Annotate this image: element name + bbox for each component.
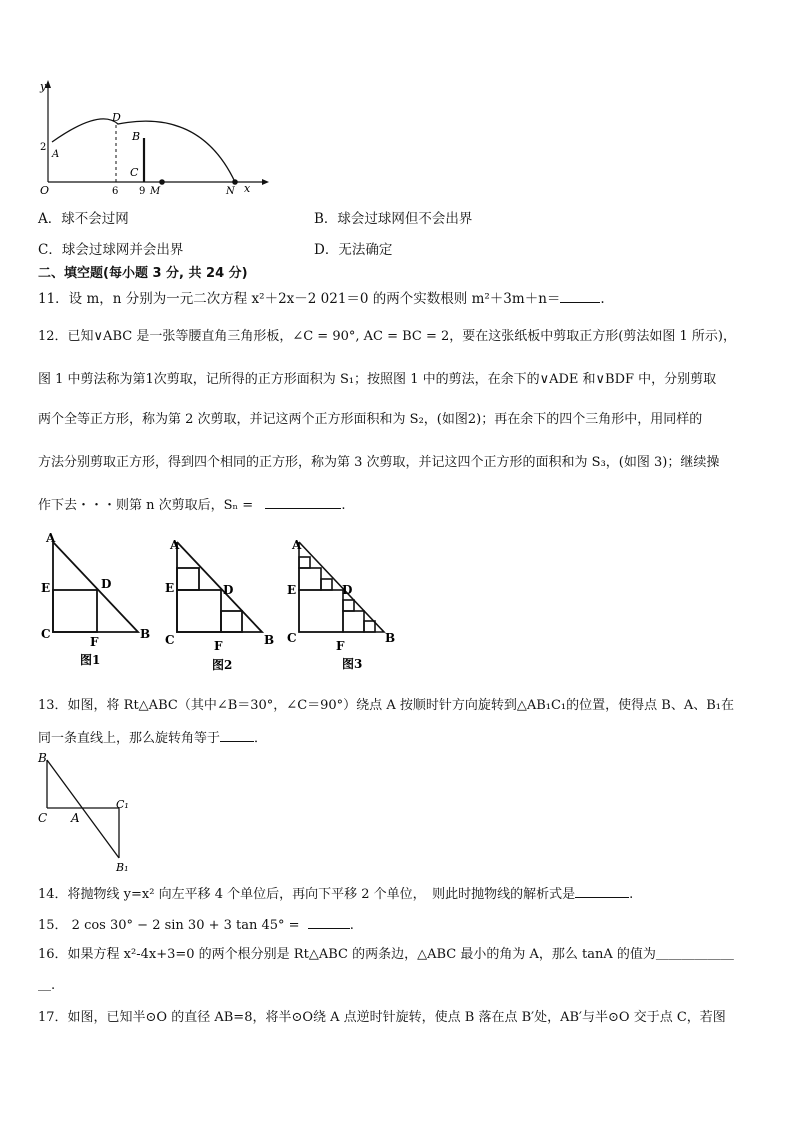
q16-line-2: ＿. — [38, 978, 56, 993]
label-c: C — [130, 166, 139, 179]
tick-6: 6 — [112, 186, 119, 197]
label-n: N — [226, 186, 235, 197]
label-b: B — [132, 130, 141, 143]
point-m — [159, 179, 165, 185]
fig3-caption: 图3 — [342, 657, 363, 671]
label-a: A — [52, 149, 60, 160]
q11-text: 11．设 m，n 分别为一元二次方程 x²＋2x－2 021＝0 的两个实数根则 m²＋3m＋n＝ — [38, 291, 561, 307]
q12-line-3: 两个全等正方形，称为第 2 次剪取，并记这两个正方形面积和为 S₂，(如图2)；再在余下的四个三角形中，用同样的 — [38, 412, 703, 427]
fig2-label-b: B — [264, 633, 275, 647]
q12-line-2: 图 1 中剪法称为第1次剪取，记所得的正方形面积为 S₁；按照图 1 中的剪法，在余下的∨ADE 和∨BDF 中，分别剪取 — [38, 372, 717, 387]
option-b: B．球会过球网但不会出界 — [314, 211, 473, 227]
fig2-label-f: F — [214, 639, 223, 653]
q12-line-4: 方法分别剪取正方形，得到四个相同的正方形，称为第 3 次剪取，并记这四个正方形的面积和为 S₃，(如图 3)；继续操 — [38, 455, 720, 470]
q11-blank — [560, 288, 600, 303]
q15-end: . — [349, 918, 354, 933]
q15-text: 15． 2 cos 30° − 2 sin 30 + 3 tan 45° = — [38, 918, 300, 933]
q13-blank — [220, 727, 254, 742]
trajectory-graph — [30, 78, 270, 198]
q15-blank — [308, 914, 350, 929]
fig2-label-e: E — [165, 581, 175, 595]
q12-end: . — [341, 498, 346, 513]
fig3-label-d: D — [342, 583, 353, 597]
fig1-label-a: A — [46, 532, 56, 545]
q16-line-1: 16．如果方程 x²-4x+3=0 的两个根分别是 Rt△ABC 的两条边，△ABC 最小的角为 A，那么 tanA 的值为＿＿＿＿＿＿ — [38, 947, 734, 962]
section-heading: 二、填空题(每小题 3 分, 共 24 分) — [38, 266, 248, 281]
q13-line-2 — [38, 727, 267, 749]
q12-line-1: 12．已知∨ABC 是一张等腰直角三角形板，∠C = 90°, AC = BC = 2，要在这张纸板中剪取正方形(剪法如图 1 所示)， — [38, 329, 736, 344]
question-15 — [38, 914, 354, 936]
rot-label-a: A — [71, 811, 80, 825]
fig3-label-a: A — [292, 538, 302, 552]
rot-label-b1: B₁ — [116, 861, 129, 874]
label-m: M — [150, 186, 161, 197]
fig2-label-d: D — [223, 583, 234, 597]
question-17: 17．如图，已知半⊙O 的直径 AB=8，将半⊙O绕 A 点逆时针旋转，使点 B 落在点 B′处，AB′与半⊙O 交于点 C，若图 — [38, 1010, 726, 1025]
rot-label-b: B — [38, 751, 47, 765]
q11-end: . — [600, 291, 605, 307]
fig1-label-c: C — [41, 627, 51, 641]
rotation-figure — [34, 750, 144, 875]
q14-blank — [575, 883, 629, 898]
fig1-label-d: D — [101, 577, 112, 591]
question-11 — [38, 288, 605, 309]
label-d: D — [112, 111, 121, 124]
x-label: x — [244, 182, 251, 195]
q13-line-1: 13．如图，将 Rt△ABC（其中∠B＝30°，∠C＝90°）绕点 A 按顺时针方向旋转到△AB₁C₁的位置，使得点 B、A、B₁在 — [38, 698, 734, 713]
figure-1 — [38, 532, 158, 672]
option-a: A．球不会过网 — [38, 211, 129, 227]
q13-line-2-text: 同一条直线上，那么旋转角等于 — [38, 731, 221, 746]
fig1-label-f: F — [90, 635, 99, 649]
y-tick-2: 2 — [40, 142, 47, 153]
tick-9: 9 — [139, 186, 146, 197]
rot-label-c1: C₁ — [116, 798, 129, 811]
question-14 — [38, 883, 633, 905]
origin-label: O — [40, 184, 50, 197]
q12-blank — [265, 494, 341, 509]
fig3-label-e: E — [287, 583, 297, 597]
q13-end: ． — [254, 731, 268, 746]
q14-text: 14．将抛物线 y=x² 向左平移 4 个单位后，再向下平移 2 个单位， 则此时抛物线的解析式是 — [38, 887, 576, 902]
figure-3 — [284, 532, 404, 672]
fig2-label-a: A — [170, 538, 180, 552]
fig2-caption: 图2 — [212, 658, 233, 672]
rot-label-c: C — [38, 811, 48, 825]
option-d: D．无法确定 — [314, 242, 393, 258]
figure-2 — [162, 532, 282, 672]
fig2-label-c: C — [165, 633, 175, 647]
fig3-label-f: F — [336, 639, 345, 653]
y-label: y — [40, 80, 47, 93]
q14-end: . — [629, 887, 634, 902]
fig1-label-b: B — [140, 627, 151, 641]
point-n — [232, 179, 238, 185]
fig3-label-c: C — [287, 631, 297, 645]
x-axis-arrow-icon — [262, 179, 269, 185]
option-c: C．球会过球网并会出界 — [38, 242, 184, 258]
fig1-caption: 图1 — [80, 653, 101, 667]
fig1-label-e: E — [41, 581, 51, 595]
fig3-label-b: B — [385, 631, 396, 645]
q12-line-5 — [38, 494, 345, 516]
q12-line-5-text: 作下去・・・则第 n 次剪取后，Sₙ = — [38, 498, 254, 513]
